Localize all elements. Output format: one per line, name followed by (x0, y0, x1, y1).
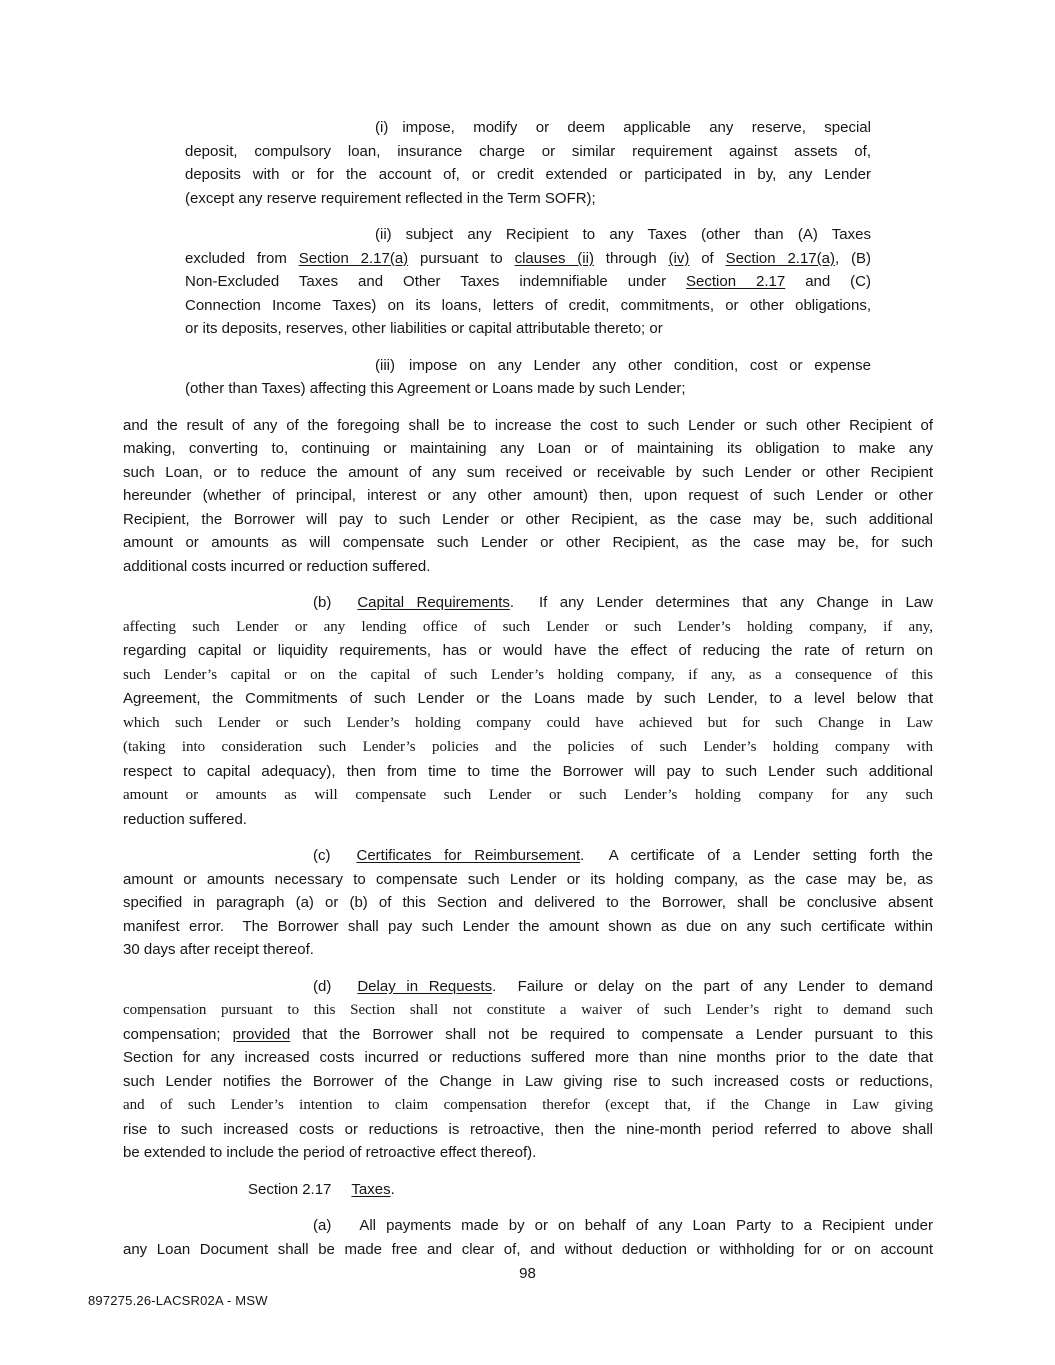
text-line (185, 270, 871, 294)
text-line (123, 938, 933, 962)
text-segment: . Failure or delay on the part of any Lender to demand (492, 977, 933, 995)
text-segment: affecting such Lender or any lending office of such Lender or such Lender’s holding company, if any, (123, 618, 933, 635)
text-line (123, 1070, 933, 1094)
tab-spacer (395, 369, 409, 370)
text-segment: Agreement, the Commitments of such Lender or the Loans made by such Lender, to a level below that (123, 690, 933, 707)
text-line (185, 187, 871, 211)
text-segment: and the result of any of the foregoing shall be to increase the cost to such Lender or such other Recipient of (123, 416, 933, 434)
text-segment: Recipient, the Borrower will pay to such Lender or other Recipient, as the case may be, such additional (123, 510, 933, 528)
text-segment: making, converting to, continuing or maintaining any Loan or of maintaining its obligation to make any (123, 440, 933, 457)
text-line (123, 1093, 933, 1118)
text-line (123, 975, 933, 999)
text-segment: Non-Excluded Taxes and Other Taxes indemnifiable under (185, 273, 687, 290)
text-segment: compensation; (123, 1025, 233, 1043)
text-line (185, 294, 871, 318)
text-segment: Connection Income Taxes) on its loans, letters of credit, commitments, or other obligations, (185, 296, 871, 314)
text-line (123, 808, 933, 832)
text-line (185, 317, 871, 341)
text-segment: , (B) (834, 249, 871, 267)
text-line (123, 1118, 933, 1142)
text-segment: impose, modify or deem applicable any reserve, special (402, 119, 871, 136)
text-segment: Section 2.17 (248, 1180, 332, 1198)
text-line (123, 998, 933, 1023)
text-line (123, 508, 933, 532)
text-segment: . A certificate of a Lender setting forth the (580, 847, 934, 864)
text-line (123, 663, 933, 688)
underlined-text: Taxes (351, 1180, 391, 1198)
text-segment: regarding capital or liquidity requirements, has or would have the effect of reducing the rate of return on (123, 642, 933, 659)
text-segment: amount or amounts necessary to compensate such Lender or its holding company, as the case may be, as (123, 870, 933, 888)
text-line (123, 687, 933, 711)
text-segment: such Lender notifies the Borrower of the Change in Law giving rise to such increased costs or reductions, (123, 1072, 933, 1090)
page-number: 98 (519, 1265, 536, 1282)
underlined-text: (iv) (668, 249, 690, 267)
text-segment: manifest error. The Borrower shall pay such Lender the amount shown as due on any such certificate within (123, 917, 933, 935)
text-segment: (d) (313, 977, 332, 995)
text-line (123, 437, 933, 461)
text-line (123, 711, 933, 736)
text-segment: compensation pursuant to this Section shall not constitute a waiver of such Lender’s right to demand such (123, 1002, 933, 1018)
clause-iii (185, 354, 871, 401)
text-segment: . (390, 1180, 395, 1198)
text-segment: impose on any Lender any other condition, cost or expense (409, 356, 871, 374)
text-line (185, 247, 871, 271)
text-line (123, 1023, 933, 1047)
text-segment: (i) (375, 119, 389, 136)
text-segment: subject any Recipient to any Taxes (other than (A) Taxes (405, 226, 871, 243)
paragraph-a-taxes (123, 1214, 933, 1261)
text-segment: (b) (313, 594, 332, 611)
text-segment: (a) (313, 1217, 332, 1234)
text-segment: excluded from (185, 249, 299, 267)
underlined-text: clauses (ii) (514, 249, 594, 267)
underlined-text: Section 2.17(a) (298, 249, 409, 267)
text-segment: (except any reserve requirement reflected in the Term SOFR); (185, 189, 596, 207)
tab-spacer (331, 1229, 359, 1230)
text-segment: (iii) (375, 356, 395, 374)
text-line (185, 163, 871, 187)
text-line (123, 783, 933, 808)
text-line (123, 555, 933, 579)
tab-spacer (331, 606, 357, 607)
text-segment: of (689, 249, 726, 267)
text-segment: additional costs incurred or reduction suffered. (123, 557, 431, 575)
paragraph-d-delay-in-requests (123, 975, 933, 1165)
text-segment: pursuant to (408, 249, 515, 267)
text-segment: (taking into consideration such Lender’s policies and the policies of such Lender’s holding company with (123, 739, 933, 755)
text-segment: hereunder (whether of principal, interest or any other amount) then, upon request of such Lender or other (123, 487, 933, 504)
text-line (123, 591, 933, 615)
text-line (123, 760, 933, 784)
text-segment: . If any Lender determines that any Change in Law (509, 594, 933, 611)
text-line (123, 1214, 933, 1238)
text-segment: amount or amounts as will compensate such Lender or other Recipient, as the case may be, for such (123, 534, 933, 551)
text-segment: reduction suffered. (123, 810, 247, 828)
tab-spacer (331, 859, 357, 860)
document-id: 897275.26-LACSR02A - MSW (88, 1293, 268, 1308)
document-body (123, 116, 933, 1274)
text-segment: 30 days after receipt thereof. (123, 941, 314, 958)
text-line (123, 1141, 933, 1165)
text-segment: (c) (313, 847, 331, 864)
tab-spacer (331, 1193, 351, 1194)
text-line (123, 868, 933, 892)
text-segment: such Loan, or to reduce the amount of any sum received or receivable by such Lender or other Recipient (123, 463, 933, 481)
text-line (123, 844, 933, 868)
text-segment: such Lender’s capital or on the capital of such Lender’s holding company, if any, as a consequence of this (123, 666, 933, 683)
text-line (123, 915, 933, 939)
text-segment: be extended to include the period of retroactive effect thereof). (123, 1144, 537, 1161)
text-line (123, 1238, 933, 1262)
section-heading-2-17 (123, 1178, 933, 1202)
text-line (123, 639, 933, 663)
underlined-text: Certificates for Reimbursement (356, 847, 581, 864)
text-segment: through (593, 249, 669, 267)
text-segment: deposits with or for the account of, or credit extended or participated in by, any Lender (185, 166, 871, 183)
text-segment: that the Borrower shall not be required to compensate a Lender pursuant to this (290, 1025, 933, 1043)
text-line (123, 1046, 933, 1070)
paragraph-c-certificates-for-reimbursement (123, 844, 933, 962)
text-line (123, 461, 933, 485)
text-segment: (other than Taxes) affecting this Agreement or Loans made by such Lender; (185, 380, 686, 397)
underlined-text: Delay in Requests (357, 977, 493, 995)
tab-spacer (331, 990, 357, 991)
result-paragraph (123, 414, 933, 579)
text-segment: which such Lender or such Lender’s holding company could have achieved but for such Change in Law (123, 714, 933, 731)
clause-i (185, 116, 871, 210)
text-segment: Section for any increased costs incurred or reductions suffered more than nine months prior to the date that (123, 1049, 933, 1066)
paragraph-b-capital-requirements (123, 591, 933, 831)
text-segment: respect to capital adequacy), then from time to time the Borrower will pay to such Lender such additional (123, 762, 933, 780)
tab-spacer (392, 238, 406, 239)
text-segment: All payments made by or on behalf of any Loan Party to a Recipient under (359, 1217, 933, 1234)
text-segment: and of such Lender’s intention to claim compensation therefor (except that, if the Change in Law giving (123, 1097, 933, 1113)
text-segment: or its deposits, reserves, other liabilities or capital attributable thereto; or (185, 320, 663, 337)
text-line (185, 116, 871, 140)
text-line (185, 223, 871, 247)
text-segment: and (C) (785, 273, 871, 290)
text-line (123, 615, 933, 640)
text-segment: any Loan Document shall be made free and clear of, and without deduction or withholding for or on account (123, 1240, 933, 1258)
underlined-text: provided (232, 1025, 291, 1043)
text-segment: specified in paragraph (a) or (b) of this Section and delivered to the Borrower, shall be conclusive absent (123, 894, 933, 911)
text-segment: amount or amounts as will compensate such Lender or such Lender’s holding company for any such (123, 787, 933, 803)
text-line (123, 414, 933, 438)
text-line (123, 531, 933, 555)
text-line (185, 354, 871, 378)
underlined-text: Capital Requirements (357, 594, 510, 611)
text-line (185, 377, 871, 401)
clause-ii (185, 223, 871, 341)
text-segment: (ii) (375, 226, 392, 243)
text-line (123, 735, 933, 760)
tab-spacer (388, 131, 402, 132)
text-line (123, 1178, 933, 1202)
underlined-text: Section 2.17 (686, 273, 786, 290)
underlined-text: Section 2.17(a) (725, 249, 835, 267)
text-line (123, 484, 933, 508)
text-line (123, 891, 933, 915)
text-segment: deposit, compulsory loan, insurance charge or similar requirement against assets of, (185, 142, 871, 160)
text-line (185, 140, 871, 164)
text-segment: rise to such increased costs or reductions is retroactive, then the nine-month period referred to above shall (123, 1120, 933, 1138)
